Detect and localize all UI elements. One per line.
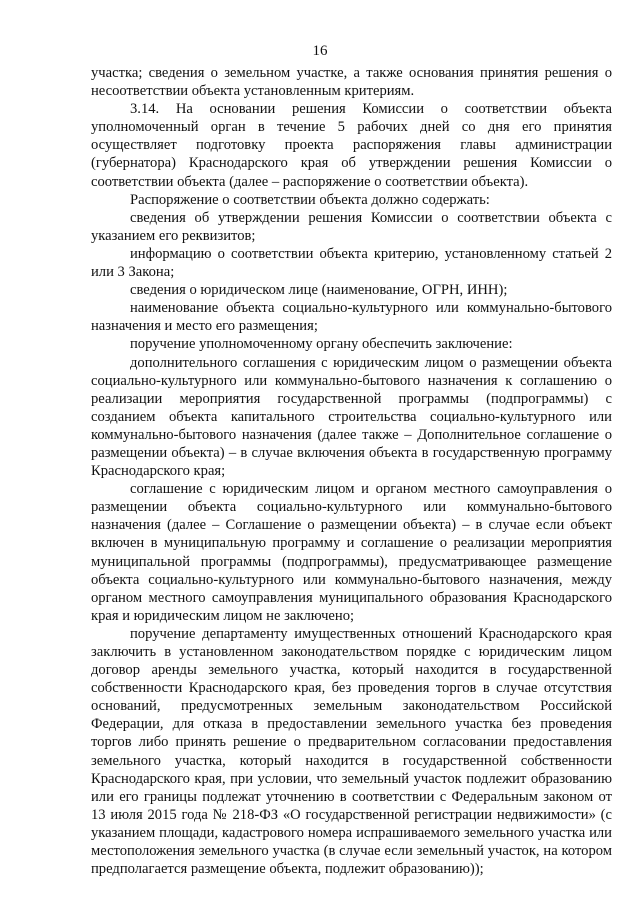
paragraph: 3.14. На основании решения Комиссии о соответствии объекта уполномоченный орган в течение 5 рабочих дней со дня его принятия осуществляет подготовку проекта распоряжения главы администрации (губернатора) Краснодарского края об утверждении решения Комиссии о соответствии объекта (далее – распоряжение о соответствии объекта). [91, 101, 612, 190]
paragraph: наименование объекта социально-культурного или коммунально-бытового назначения и место его размещения; [91, 300, 612, 335]
page-number: 16 [312, 43, 328, 59]
paragraph: соглашение с юридическим лицом и органом местного самоуправления о размещении объекта социально-культурного или коммунально-бытового назначения (далее – Соглашение о размещении объекта) – в случае если объект включен в муниципальную программу и соглашение о реализации мероприятия муниципальной программы (подпрограммы), предусматривающее размещение объекта социально-культурного или коммунально-бытового назначения, между органом местного самоуправления муниципального образования Краснодарского края и юридическим лицом не заключено; [91, 481, 612, 624]
paragraph: поручение департаменту имущественных отношений Краснодарского края заключить в установленном законодательством порядке с юридическим лицом договор аренды земельного участка, который находится в государственной собственности Краснодарского края, без проведения торгов в случае отсутствия оснований, предусмотренных земельным законодательством Российской Федерации, для отказа в предоставлении земельного участка без проведения торгов либо принять решение о предварительном согласовании предоставления земельного участка, который находится в государственной собственности Краснодарского края, при условии, что земельный участок подлежит образованию или его границы подлежат уточнению в соответствии с Федеральным законом от 13 июля 2015 года № 218-ФЗ «О государственной регистрации недвижимости» (с указанием площади, кадастрового номера испрашиваемого земельного участка или местоположения земельного участка (в случае если земельный участок, на котором предполагается размещение объекта, подлежит образованию)); [91, 625, 612, 878]
paragraph: поручение уполномоченному органу обеспечить заключение: [130, 336, 513, 353]
paragraph: Распоряжение о соответствии объекта должно содержать: [130, 191, 490, 208]
paragraph: сведения об утверждении решения Комиссии о соответствии объекта с указанием его реквизитов; [91, 209, 612, 244]
paragraph: информацию о соответствии объекта критерию, установленному статьей 2 или 3 Закона; [91, 245, 612, 281]
document-body [91, 64, 612, 878]
paragraph: сведения о юридическом лице (наименование, ОГРН, ИНН); [130, 282, 508, 299]
paragraph: дополнительного соглашения с юридическим лицом о размещении объекта социально-культурного или коммунально-бытового назначения к соглашению о реализации мероприятия государственной программы (подпрограммы) с созданием объекта капитального строительства социально-культурного или коммунально-бытового назначения (далее также – Дополнительное соглашение о размещении объекта) – в случае включения объекта в государственную программу Краснодарского края; [91, 354, 612, 480]
paragraph: участка; сведения о земельном участке, а также основания принятия решения о несоответствии объекта установленным критериям. [91, 65, 612, 100]
